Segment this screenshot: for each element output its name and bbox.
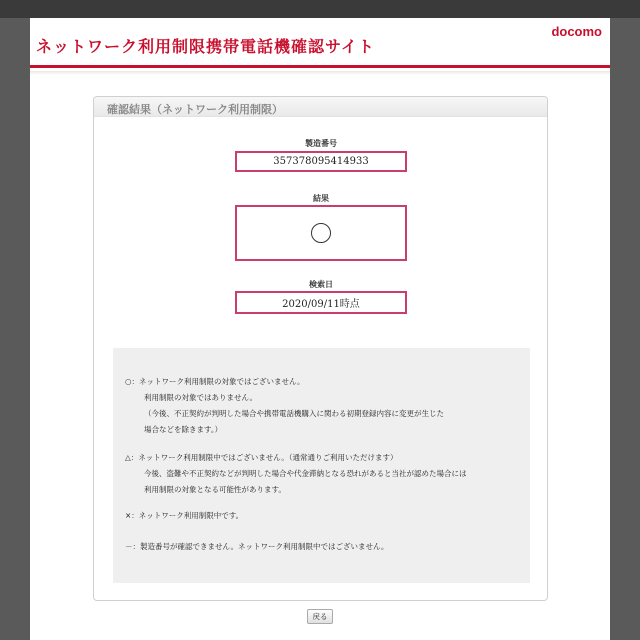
serial-label: 製造番号	[305, 139, 337, 148]
page-title: ネットワーク利用制限携帯電話機確認サイト	[36, 37, 375, 56]
legend-circle-line: 利用制限の対象ではありません。	[144, 393, 257, 402]
legend-triangle	[125, 450, 522, 498]
date-label: 検索日	[309, 280, 333, 289]
header	[30, 18, 610, 68]
panel-title: 確認結果（ネットワーク利用制限）	[107, 103, 283, 116]
legend-triangle-line: 利用制限の対象となる可能性があります。	[144, 485, 286, 494]
page	[30, 18, 610, 640]
result-value-box	[235, 205, 407, 261]
legend-circle-line: ○：ネットワーク利用制限の対象ではございません。	[125, 377, 305, 386]
serial-value-box	[235, 151, 407, 172]
legend-circle	[125, 374, 522, 438]
legend-dash-line: －：製造番号が確認できません。ネットワーク利用制限中ではございません。	[125, 542, 389, 551]
back-button[interactable]: 戻る	[307, 609, 333, 624]
docomo-logo: docomo	[551, 24, 602, 39]
legend-box	[113, 348, 530, 583]
legend-circle-line: （今後、不正契約が判明した場合や携帯電話機購入に関わる初期登録内容に変更が生じた	[144, 409, 444, 418]
legend-cross-line: ×：ネットワーク利用制限中です。	[125, 511, 244, 520]
panel-header	[94, 97, 547, 117]
date-value: 2020/09/11時点	[282, 299, 360, 310]
top-bar	[0, 0, 640, 18]
result-label: 結果	[313, 194, 329, 203]
header-shadow	[30, 71, 610, 75]
legend-cross	[125, 508, 522, 524]
circle-result-icon	[311, 223, 331, 243]
legend-triangle-line: 今後、盗難や不正契約などが判明した場合や代金滞納となる恐れがあると当社が認めた場合には	[144, 469, 467, 478]
date-value-box	[235, 291, 407, 314]
result-panel	[93, 96, 548, 601]
serial-value: 357378095414933	[273, 156, 369, 167]
legend-dash	[125, 539, 522, 555]
legend-triangle-line: △：ネットワーク利用制限中ではございません。（通常通りご利用いただけます）	[125, 453, 398, 462]
legend-circle-line: 場合などを除きます。）	[144, 425, 223, 434]
